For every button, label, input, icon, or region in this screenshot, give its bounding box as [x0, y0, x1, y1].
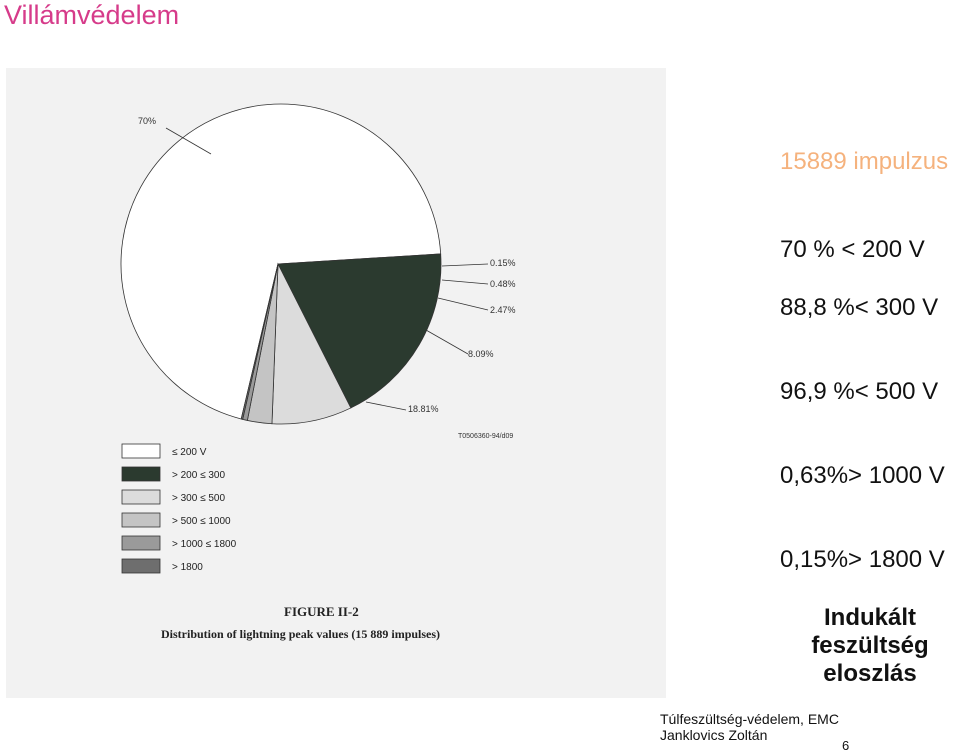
legend-swatch — [122, 513, 160, 527]
slice-label: 0.48% — [490, 279, 516, 289]
leader-line — [366, 402, 406, 410]
stat-line-2: 88,8 %< 300 V — [780, 294, 939, 321]
slide-title: Villámvédelem — [4, 0, 180, 30]
figure-caption: Distribution of lightning peak values (15 889 impulses) — [161, 627, 441, 641]
scanned-figure — [6, 68, 666, 698]
leader-line — [442, 280, 488, 284]
leader-line — [426, 330, 468, 354]
legend-swatch — [122, 559, 160, 573]
impulse-count: 15889 impulzus — [780, 148, 949, 175]
legend-label: > 1800 — [172, 562, 203, 573]
legend-label: > 200 ≤ 300 — [172, 470, 226, 481]
legend-swatch — [122, 444, 160, 458]
legend-label: ≤ 200 V — [172, 447, 207, 458]
slice-label: 0.15% — [490, 258, 516, 268]
slice-label: 18.81% — [408, 404, 439, 414]
pie-chart — [6, 68, 666, 698]
legend-swatch — [122, 490, 160, 504]
leader-line — [442, 264, 488, 266]
slice-label: 2.47% — [490, 305, 516, 315]
legend-swatch — [122, 467, 160, 481]
footer-author: Janklovics Zoltán — [660, 727, 768, 743]
legend-label: > 500 ≤ 1000 — [172, 516, 231, 527]
figure-reference: T0506360-94/d09 — [458, 433, 514, 440]
legend-swatch — [122, 536, 160, 550]
induced-voltage-subtitle: Indukált feszültség eloszlás — [811, 604, 929, 687]
slice-label: 70% — [138, 116, 157, 126]
stat-line-4: 0,63%> 1000 V — [780, 462, 945, 489]
slice-label: 8.09% — [468, 349, 494, 359]
figure-title: FIGURE II-2 — [284, 604, 359, 619]
legend-label: > 1000 ≤ 1800 — [172, 539, 237, 550]
stat-line-1: 70 % < 200 V — [780, 236, 925, 263]
page-number: 6 — [842, 738, 850, 753]
footer-course: Túlfeszültség-védelem, EMC — [660, 711, 839, 727]
stat-line-5: 0,15%> 1800 V — [780, 546, 945, 573]
stat-line-3: 96,9 %< 500 V — [780, 378, 939, 405]
leader-line — [438, 298, 488, 310]
footer — [660, 711, 839, 743]
legend-label: > 300 ≤ 500 — [172, 493, 226, 504]
